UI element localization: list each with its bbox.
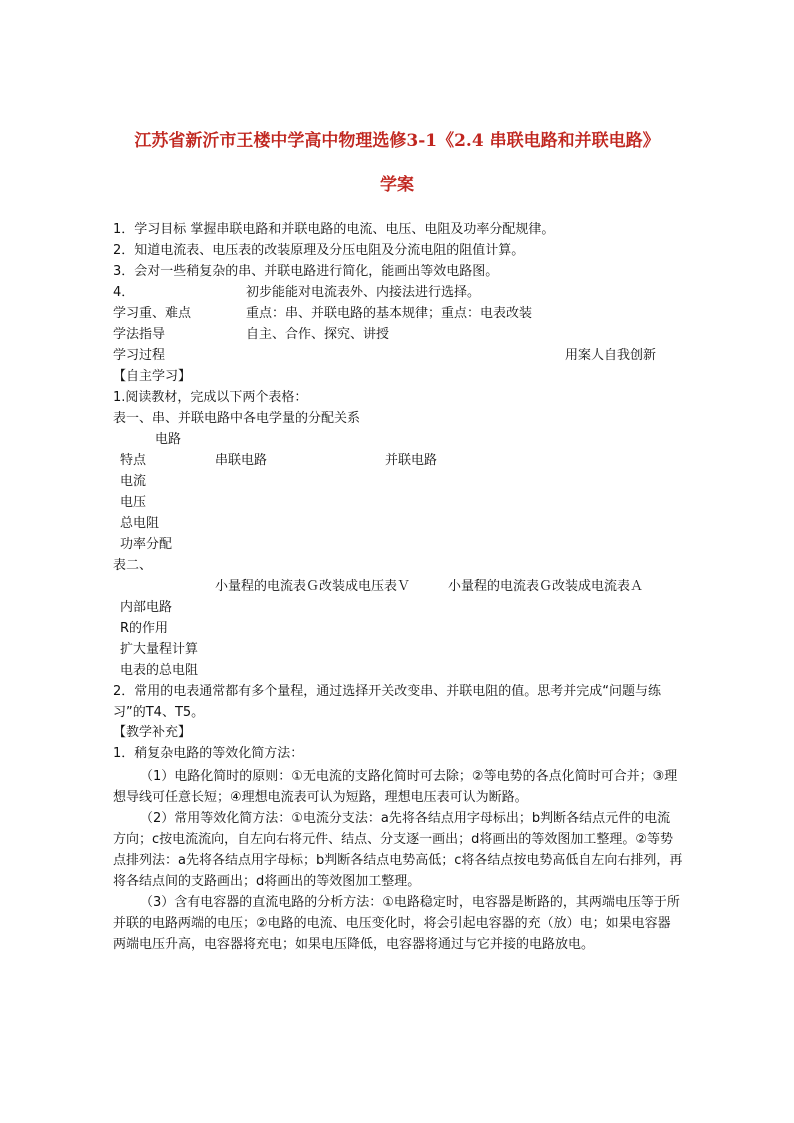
- table2-caption: 表二、: [113, 558, 153, 573]
- table1-corner-top: 电路: [155, 432, 182, 447]
- document-title: 江苏省新沂市王楼中学高中物理选修3-1《2.4 串联电路和并联电路》: [134, 131, 660, 151]
- process-label: 学习过程: [113, 348, 166, 363]
- key-points-label: 学习重、难点: [113, 306, 192, 321]
- objective-1: 1．学习目标 掌握串联电路和并联电路的电流、电压、电阻及功率分配规律。: [113, 222, 555, 237]
- table2-row: R的作用: [120, 621, 169, 636]
- supplement-item-1: 1．稍复杂电路的等效化简方法：: [113, 746, 304, 761]
- table1-col-series: 串联电路: [215, 453, 268, 468]
- key-points-text: 重点：串、并联电路的基本规律；重点：电表改装: [246, 306, 533, 321]
- supplement-paragraph-2: （2）常用等效化简方法：①电流分支法：a先将各结点用字母标出；b判断各结点元件的电流方向；c按电流流向，自左向右将元件、结点、分支逐一画出；d将画出的等效图加工整理。②等势点排列法：a先将各结点用字母标；b判断各结点电势高低；c将各结点按电势高低自左向右排列，再将各结点间的支路画出；d将画出的等效图加工整理。: [113, 811, 683, 889]
- objective-3: 3．会对一些稍复杂的串、并联电路进行简化，能画出等效电路图。: [113, 264, 499, 279]
- table1-row: 功率分配: [120, 537, 173, 552]
- process-right-note: 用案人自我创新: [565, 348, 657, 363]
- supplement-paragraph-3: （3）含有电容器的直流电路的分析方法：①电路稳定时，电容器是断路的，其两端电压等于所并联的电路两端的电压；②电路的电流、电压变化时，将会引起电容器的充（放）电；如果电容器两端电压升高，电容器将充电；如果电压降低，电容器将通过与它并接的电路放电。: [113, 895, 680, 952]
- self-study-item-2: 2．常用的电表通常都有多个量程，通过选择开关改变串、并联电阻的值。思考并完成“问题与练习”的T4、T5。: [113, 684, 662, 720]
- table1-row: 电流: [120, 474, 147, 489]
- objective-2: 2．知道电流表、电压表的改装原理及分压电阻及分流电阻的阻值计算。: [113, 243, 525, 258]
- table1-caption: 表一、串、并联电路中各电学量的分配关系: [113, 411, 361, 426]
- table2-row: 电表的总电阻: [120, 663, 199, 678]
- table2-row: 扩大量程计算: [120, 642, 199, 657]
- objective-4-text: 初步能能对电流表外、内接法进行选择。: [246, 285, 481, 300]
- supplement-header: 【教学补充】: [113, 725, 192, 740]
- table1-col-parallel: 并联电路: [385, 453, 438, 468]
- objective-4-number: 4．: [113, 285, 135, 300]
- table1-row: 电压: [120, 495, 147, 510]
- table2-col-voltmeter: 小量程的电流表Ｇ改装成电压表Ｖ: [215, 579, 411, 594]
- method-text: 自主、合作、探究、讲授: [246, 327, 390, 342]
- document-subtitle: 学案: [380, 175, 414, 195]
- table2-col-ammeter: 小量程的电流表Ｇ改装成电流表Ａ: [448, 579, 644, 594]
- table1-row: 总电阻: [120, 516, 160, 531]
- table1-corner-bottom: 特点: [120, 453, 147, 468]
- self-study-header: 【自主学习】: [113, 369, 192, 384]
- table2-row: 内部电路: [120, 600, 173, 615]
- self-study-instruction: 1.阅读教材，完成以下两个表格：: [113, 390, 308, 405]
- supplement-paragraph-1: （1）电路化简时的原则：①无电流的支路化简时可去除；②等电势的各点化简时可合并；③理想导线可任意长短；④理想电流表可认为短路，理想电压表可认为断路。: [113, 769, 678, 805]
- method-label: 学法指导: [113, 327, 166, 342]
